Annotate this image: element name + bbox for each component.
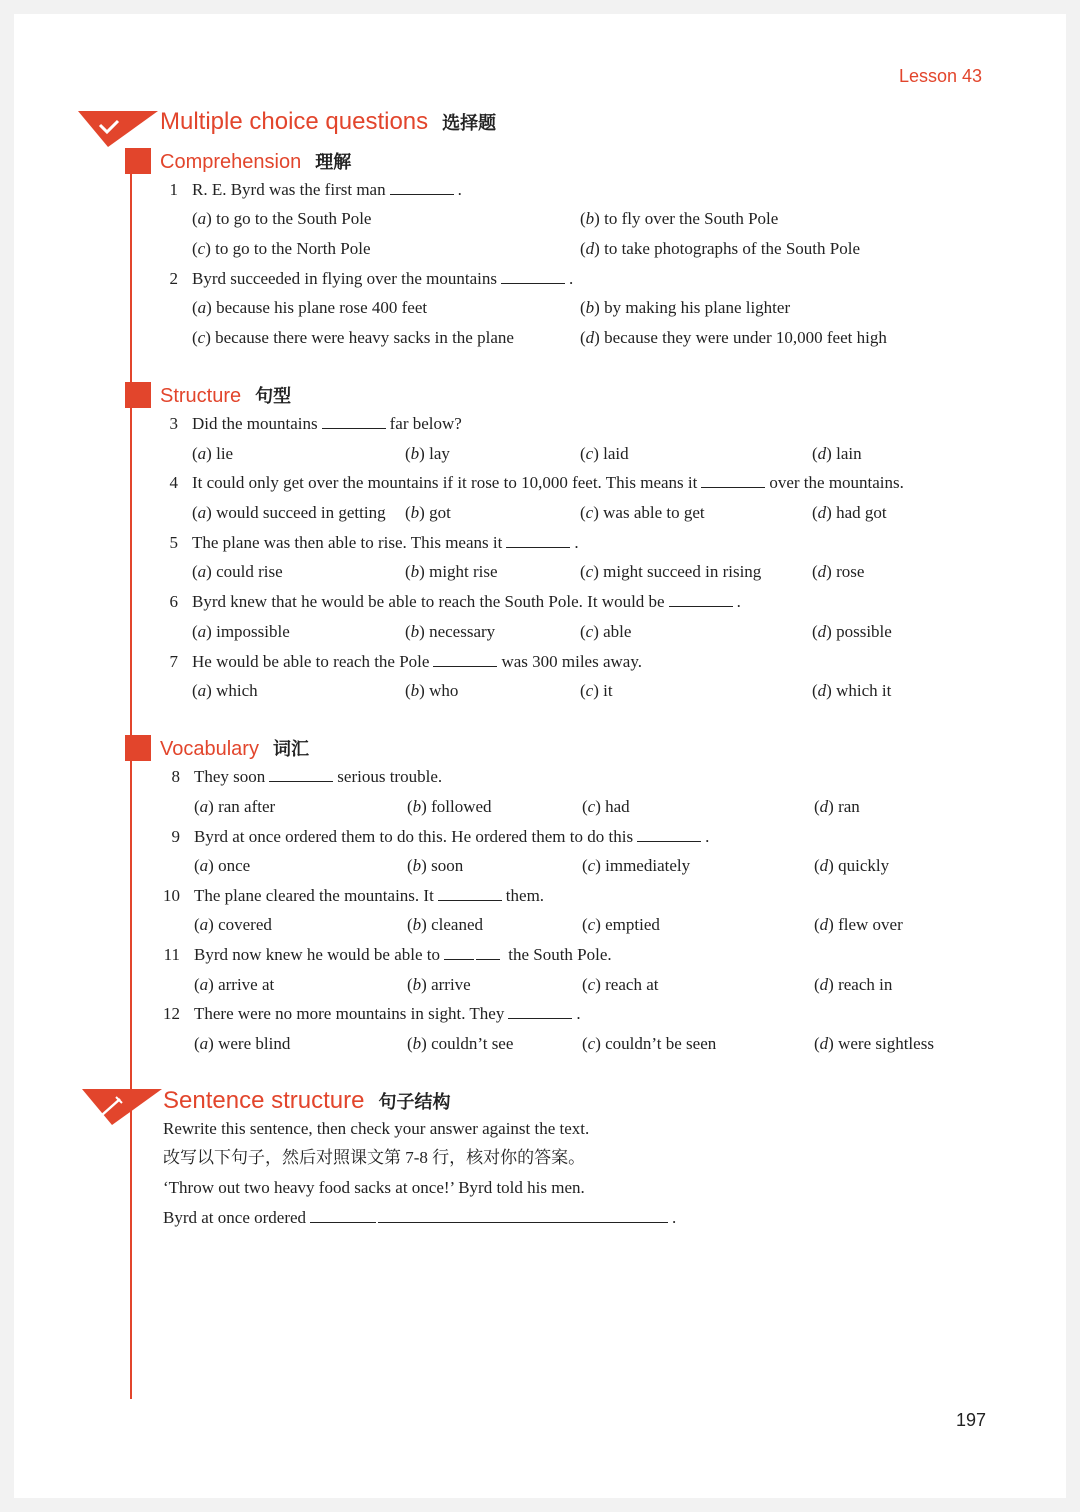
question-text: Did the mountains far below? <box>192 414 462 433</box>
question-text: Byrd knew that he would be able to reach the South Pole. It would be . <box>192 592 741 611</box>
option-d: (d) ran <box>814 797 860 816</box>
option-c: (c) it <box>580 681 613 700</box>
option-c: (c) was able to get <box>580 503 705 522</box>
question-number: 3 <box>169 414 178 433</box>
question-text: They soon serious trouble. <box>194 767 443 786</box>
question-number: 2 <box>169 269 178 288</box>
option-c: (c) reach at <box>582 975 659 994</box>
section-marker <box>125 735 151 761</box>
question-number: 10 <box>163 886 180 905</box>
option-a: (a) because his plane rose 400 feet <box>192 298 428 317</box>
option-a: (a) were blind <box>194 1034 291 1053</box>
mcq-title-zh: 选择题 <box>442 113 497 133</box>
option-b: (b) cleaned <box>407 915 483 934</box>
option-d: (d) which it <box>812 681 892 700</box>
sentence-instruction-zh: 改写以下句子，然后对照课文第 7-8 行，核对你的答案。 <box>163 1148 586 1167</box>
comprehension-title: Comprehension <box>160 151 302 173</box>
question-number: 12 <box>163 1004 180 1023</box>
option-a: (a) could rise <box>192 562 283 581</box>
question-text: The plane was then able to rise. This means it . <box>192 533 579 552</box>
question-text: R. E. Byrd was the first man . <box>192 180 462 199</box>
structure-title-zh: 句型 <box>255 386 292 406</box>
option-b: (b) who <box>405 681 459 700</box>
sentence-quote: ‘Throw out two heavy food sacks at once!’ Byrd told his men. <box>163 1178 585 1197</box>
comprehension-title-zh: 理解 <box>315 152 352 172</box>
sentence-instruction: Rewrite this sentence, then check your answer against the text. <box>163 1119 590 1138</box>
structure-heading <box>160 382 291 408</box>
question-text: There were no more mountains in sight. They . <box>194 1004 581 1023</box>
option-c: (c) to go to the North Pole <box>192 239 371 258</box>
option-b: (b) to fly over the South Pole <box>580 209 779 228</box>
check-icon <box>78 109 160 149</box>
option-d: (d) to take photographs of the South Pole <box>580 239 861 258</box>
mcq-title: Multiple choice questions <box>160 108 429 135</box>
option-a: (a) would succeed in getting <box>192 503 386 522</box>
option-a: (a) to go to the South Pole <box>192 209 372 228</box>
option-a: (a) covered <box>194 915 272 934</box>
option-a: (a) once <box>194 856 251 875</box>
question-number: 8 <box>171 767 180 786</box>
textbook-page <box>14 14 1066 1498</box>
option-a: (a) ran after <box>194 797 276 816</box>
comprehension-heading <box>160 148 351 174</box>
question-number: 9 <box>171 827 180 846</box>
option-b: (b) followed <box>407 797 492 816</box>
question-number: 11 <box>163 945 180 964</box>
page-number: 197 <box>956 1410 987 1430</box>
option-d: (d) because they were under 10,000 feet high <box>580 328 887 347</box>
option-a: (a) lie <box>192 444 234 463</box>
question-text: He would be able to reach the Pole was 300 miles away. <box>192 652 642 671</box>
option-c: (c) had <box>582 797 630 816</box>
question-text: Byrd now knew he would be able to the South Pole. <box>194 945 612 964</box>
question-number: 7 <box>169 652 178 671</box>
mcq-heading <box>160 108 496 136</box>
option-c: (c) couldn’t be seen <box>582 1034 717 1053</box>
option-c: (c) able <box>580 622 632 641</box>
question-text: The plane cleared the mountains. It them. <box>194 886 545 905</box>
option-b: (b) got <box>405 503 451 522</box>
option-d: (d) quickly <box>814 856 890 875</box>
section-marker <box>125 148 151 174</box>
question-number: 5 <box>169 533 178 552</box>
option-b: (b) couldn’t see <box>407 1034 514 1053</box>
question-number: 1 <box>169 180 178 199</box>
sentence-title-zh: 句子结构 <box>378 1092 451 1112</box>
option-c: (c) emptied <box>582 915 660 934</box>
option-d: (d) had got <box>812 503 887 522</box>
option-d: (d) reach in <box>814 975 893 994</box>
option-b: (b) lay <box>405 444 450 463</box>
option-c: (c) might succeed in rising <box>580 562 762 581</box>
option-d: (d) were sightless <box>814 1034 934 1053</box>
option-d: (d) flew over <box>814 915 903 934</box>
option-a: (a) arrive at <box>194 975 275 994</box>
option-d: (d) rose <box>812 562 865 581</box>
lesson-label: Lesson 43 <box>899 66 983 86</box>
vocabulary-heading <box>160 735 309 761</box>
margin-rule <box>130 154 132 1399</box>
sentence-answer-line: Byrd at once ordered . <box>163 1208 677 1227</box>
sentence-title: Sentence structure <box>163 1087 365 1114</box>
option-b: (b) arrive <box>407 975 471 994</box>
question-number: 4 <box>169 473 178 492</box>
option-d: (d) lain <box>812 444 862 463</box>
option-a: (a) impossible <box>192 622 290 641</box>
option-d: (d) possible <box>812 622 892 641</box>
structure-title: Structure <box>160 385 242 407</box>
vocabulary-title: Vocabulary <box>160 738 259 760</box>
option-b: (b) necessary <box>405 622 496 641</box>
option-c: (c) because there were heavy sacks in the plane <box>192 328 514 347</box>
question-number: 6 <box>169 592 178 611</box>
option-b: (b) soon <box>407 856 464 875</box>
pen-icon <box>82 1087 164 1127</box>
question-text: Byrd at once ordered them to do this. He ordered them to do this . <box>194 827 710 846</box>
section-marker <box>125 382 151 408</box>
option-c: (c) laid <box>580 444 629 463</box>
option-b: (b) by making his plane lighter <box>580 298 791 317</box>
sentence-heading <box>163 1087 450 1115</box>
question-text: It could only get over the mountains if it rose to 10,000 feet. This means it over the mountains. <box>192 473 904 492</box>
option-b: (b) might rise <box>405 562 498 581</box>
option-a: (a) which <box>192 681 258 700</box>
option-c: (c) immediately <box>582 856 691 875</box>
vocabulary-title-zh: 词汇 <box>272 739 309 759</box>
question-text: Byrd succeeded in flying over the mountains . <box>192 269 574 288</box>
